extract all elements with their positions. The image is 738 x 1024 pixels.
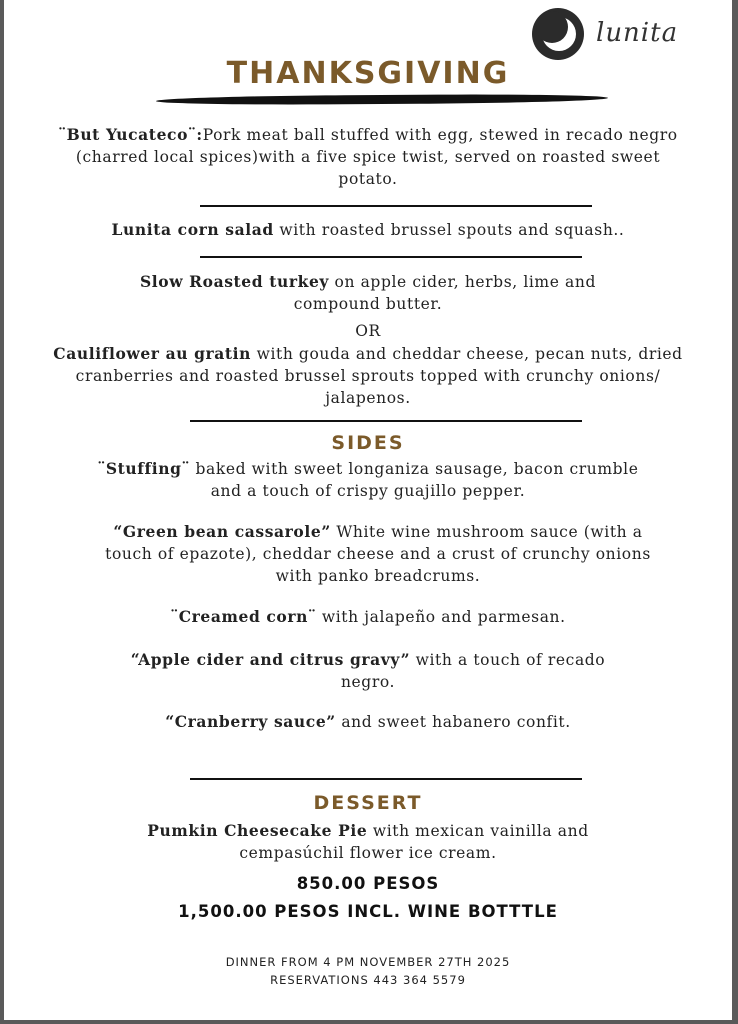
- menu-item-cauliflower: [44, 343, 692, 409]
- or-separator: OR: [355, 322, 381, 340]
- item-name: Lunita corn salad: [111, 220, 274, 239]
- item-desc: with roasted brussel spouts and squash..: [273, 221, 625, 239]
- item-desc: and sweet habanero confit.: [335, 713, 571, 731]
- price-dinner: 850.00 PESOS: [296, 874, 440, 893]
- side-item-creamed-corn: [44, 606, 692, 628]
- side-item-stuffing: [94, 458, 642, 502]
- item-name: Pumkin Cheesecake Pie: [147, 821, 368, 840]
- item-name: ¨But Yucateco¨:: [58, 125, 203, 144]
- item-desc: with gouda and cheddar cheese, pecan nuts, dried cranberries and roasted brussel sprouts topped with crunchy onions/ jalapenos.: [75, 345, 683, 407]
- side-item-gravy: [108, 649, 628, 693]
- item-name: Cauliflower au gratin: [53, 344, 252, 363]
- item-name: Slow Roasted turkey: [140, 272, 330, 291]
- item-desc: White wine mushroom sauce (with a touch of epazote), cheddar cheese and a crust of crunchy onions with panko breadcrums.: [105, 523, 651, 585]
- title-underline: [156, 93, 608, 105]
- sides-heading: SIDES: [331, 432, 405, 454]
- dessert-heading: DESSERT: [313, 792, 423, 814]
- divider: [200, 205, 592, 207]
- item-name: ¨Stuffing¨: [97, 459, 190, 478]
- menu-item-turkey: [124, 271, 612, 315]
- item-name: “Cranberry sauce”: [165, 712, 336, 731]
- item-name: “Apple cider and citrus gravy”: [130, 650, 411, 669]
- item-name: “Green bean cassarole”: [113, 522, 331, 541]
- item-desc: with jalapeño and parmesan.: [316, 608, 566, 626]
- side-item-cranberry: [44, 711, 692, 733]
- menu-item-but-yucateco: [44, 124, 692, 190]
- item-name: ¨Creamed corn¨: [170, 607, 317, 626]
- dinner-time: DINNER FROM 4 PM NOVEMBER 27TH 2025: [225, 955, 511, 969]
- dessert-item: [134, 820, 602, 864]
- item-desc: with mexican vainilla and cempasúchil flower ice cream.: [239, 822, 589, 862]
- price-with-wine: 1,500.00 PESOS INCL. WINE BOTTTLE: [178, 902, 558, 921]
- divider: [190, 778, 582, 780]
- divider: [190, 420, 582, 422]
- moon-icon: [532, 8, 584, 60]
- menu-page: [4, 0, 732, 1020]
- item-desc: with a touch of recado negro.: [340, 651, 606, 691]
- side-item-green-bean: [88, 521, 668, 587]
- page-title: THANKSGIVING: [226, 56, 510, 91]
- item-desc: on apple cider, herbs, lime and compound butter.: [293, 273, 596, 313]
- item-desc: baked with sweet longaniza sausage, bacon crumble and a touch of crispy guajillo pepper.: [189, 460, 639, 500]
- item-desc: Pork meat ball stuffed with egg, stewed in recado negro (charred local spices)with a five spice twist, served on roasted sweet potato.: [75, 126, 678, 188]
- reservations: RESERVATIONS 443 364 5579: [270, 973, 466, 987]
- divider: [200, 256, 582, 258]
- lunita-logo: [532, 6, 732, 62]
- logo-wordmark: lunita: [596, 18, 679, 48]
- menu-item-corn-salad: [44, 219, 692, 241]
